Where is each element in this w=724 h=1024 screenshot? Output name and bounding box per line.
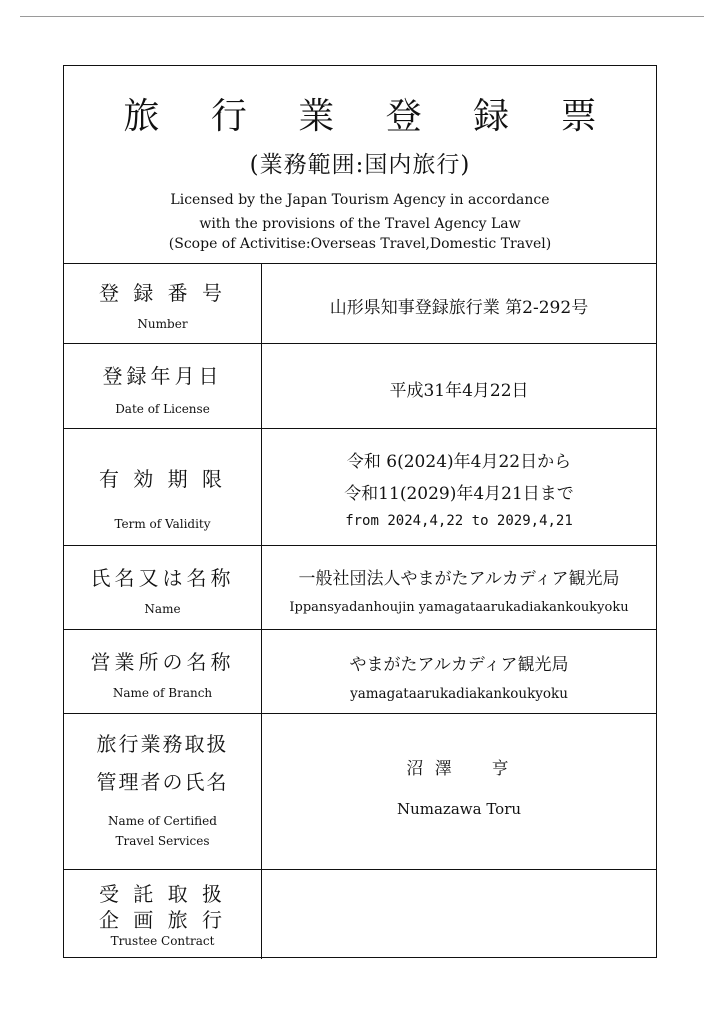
label-jp-line2: 企 画 旅 行 <box>98 908 227 932</box>
row-manager <box>64 714 656 870</box>
row-name-value <box>262 546 656 629</box>
label-jp-line2: 管理者の氏名 <box>96 770 229 794</box>
row-branch <box>64 630 656 714</box>
label-jp: 登録年月日 <box>102 364 223 388</box>
row-date-value <box>262 344 656 428</box>
document-title: 旅 行 業 登 録 票 <box>123 96 617 137</box>
label-en: Trustee Contract <box>110 934 215 948</box>
row-number-value <box>262 263 656 343</box>
row-manager-label <box>64 714 262 869</box>
branch-jp: やまがたアルカディア観光局 <box>349 655 569 675</box>
document-subtitle: (業務範囲:国内旅行) <box>249 152 471 178</box>
name-jp: 一般社団法人やまがたアルカディア観光局 <box>298 569 620 589</box>
label-jp: 登 録 番 号 <box>98 281 227 305</box>
name-en: Ippansyadanhoujin yamagataarukadiakankoukyoku <box>289 600 629 615</box>
row-date-of-license <box>64 344 656 429</box>
label-en: Number <box>137 317 188 331</box>
license-date: 平成31年4月22日 <box>389 381 529 401</box>
label-en: Name of Branch <box>112 686 213 700</box>
label-en: Name <box>144 602 181 616</box>
label-jp-line1: 受 託 取 扱 <box>98 882 227 906</box>
row-number-label <box>64 263 262 343</box>
term-english: from 2024,4,22 to 2029,4,21 <box>345 513 573 529</box>
manager-name-en: Numazawa Toru <box>396 800 522 818</box>
header <box>64 66 656 264</box>
branch-en: yamagataarukadiakankoukyoku <box>350 686 568 702</box>
row-branch-label <box>64 630 262 713</box>
term-end: 令和11(2029)年4月21日まで <box>344 484 574 504</box>
label-jp: 営業所の名称 <box>90 650 235 674</box>
row-branch-value <box>262 630 656 713</box>
registration-number: 山形県知事登録旅行業 第2-292号 <box>329 298 589 318</box>
label-en: Date of License <box>115 402 210 416</box>
term-start: 令和 6(2024)年4月22日から <box>346 452 572 472</box>
label-en-line1: Name of Certified <box>108 814 217 828</box>
row-trustee-label <box>64 870 262 959</box>
license-line-3: (Scope of Activitise:Overseas Travel,Domestic Travel) <box>168 236 552 252</box>
registration-sign <box>63 65 657 958</box>
row-date-label <box>64 344 262 428</box>
row-term-label <box>64 429 262 545</box>
row-trustee-contract <box>64 870 656 959</box>
row-manager-value <box>262 714 656 869</box>
label-jp: 氏名又は名称 <box>90 566 235 590</box>
row-name <box>64 546 656 630</box>
row-trustee-value <box>262 870 656 959</box>
label-en-line2: Travel Services <box>115 834 210 848</box>
license-line-1: Licensed by the Japan Tourism Agency in accordance <box>170 192 550 208</box>
row-term-of-validity <box>64 429 656 546</box>
license-line-2: with the provisions of the Travel Agency Law <box>199 216 521 232</box>
label-en: Term of Validity <box>114 517 211 531</box>
label-jp: 有 効 期 限 <box>98 467 227 491</box>
row-term-value <box>262 429 656 545</box>
manager-name-jp: 沼 澤 亨 <box>406 759 512 779</box>
row-name-label <box>64 546 262 629</box>
top-rule <box>20 16 704 17</box>
label-jp-line1: 旅行業務取扱 <box>96 732 229 756</box>
row-number <box>64 263 656 344</box>
